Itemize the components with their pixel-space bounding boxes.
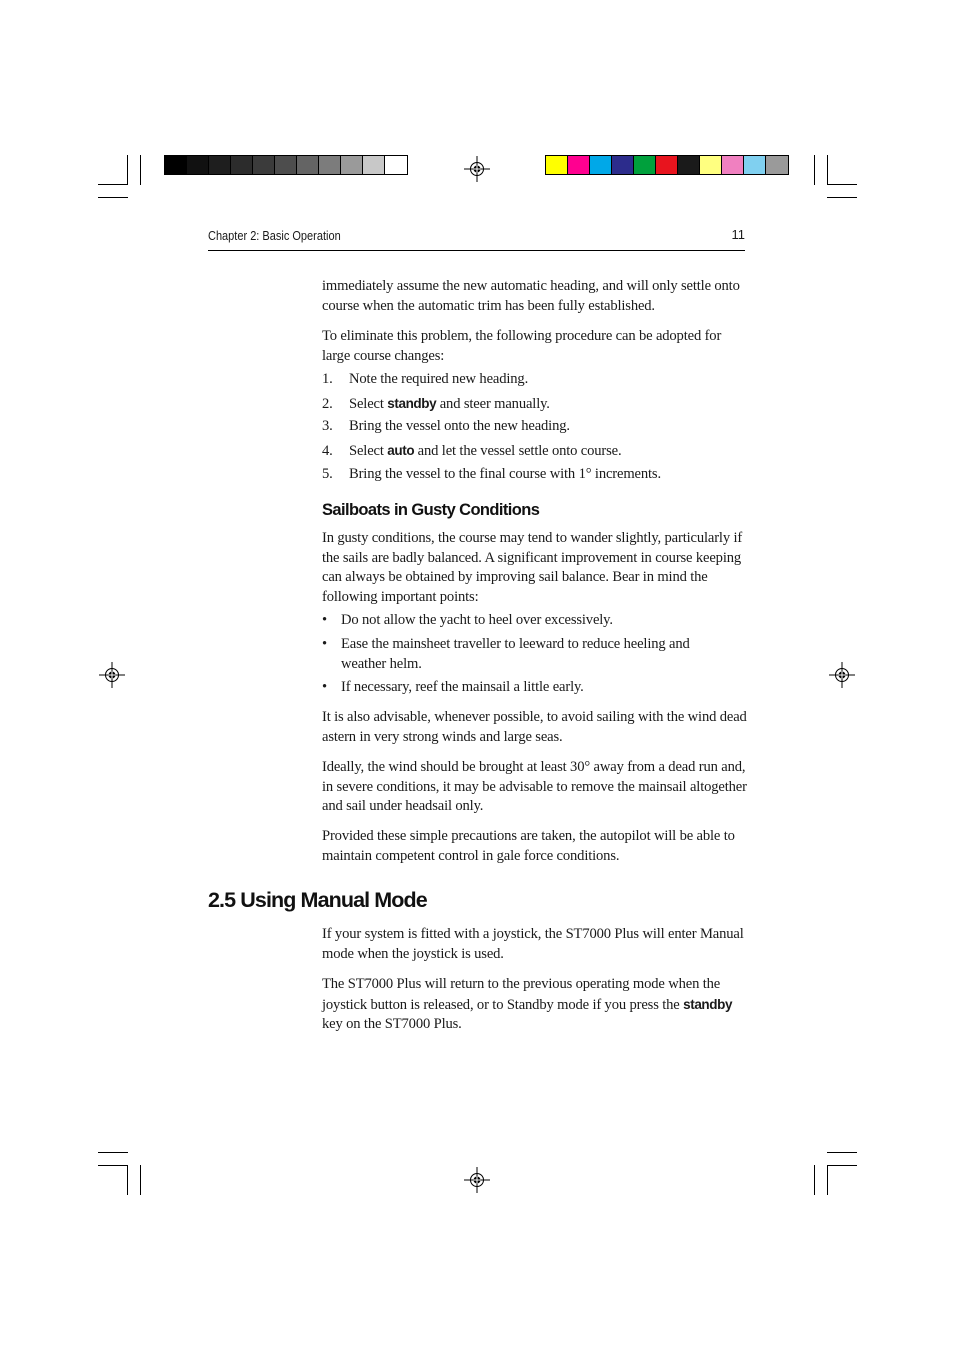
standby-key-label: standby: [683, 996, 733, 1012]
color-swatch: [766, 156, 788, 174]
grayscale-color-bar: [164, 155, 408, 175]
color-swatch: [678, 156, 700, 174]
color-swatch: [363, 156, 385, 174]
registration-mark-bottom-icon: [464, 1167, 490, 1193]
paragraph: The ST7000 Plus will return to the previous operating mode when the joystick button is released, or to Standby mode if you press the standby key on the ST7000 Plus.: [322, 976, 733, 1033]
bullet-item: • If necessary, reef the mainsail a little early.: [322, 679, 584, 695]
list-item: 1. Note the required new heading.: [322, 371, 529, 387]
color-swatch: [546, 156, 568, 174]
paragraph: It is also advisable, whenever possible, to avoid sailing with the wind dead astern in very strong winds and large seas.: [322, 709, 747, 745]
subheading: Sailboats in Gusty Conditions: [322, 501, 540, 519]
color-swatch: [231, 156, 253, 174]
color-swatch: [209, 156, 231, 174]
list-item: 3. Bring the vessel onto the new heading.: [322, 418, 570, 434]
color-swatch: [187, 156, 209, 174]
color-swatch: [319, 156, 341, 174]
color-swatch: [590, 156, 612, 174]
page-number: 11: [731, 227, 745, 242]
bullet-item: • Do not allow the yacht to heel over excessively.: [322, 612, 613, 628]
color-swatch: [253, 156, 275, 174]
registration-mark-right-icon: [829, 662, 855, 688]
section-heading: 2.5 Using Manual Mode: [208, 888, 427, 912]
registration-mark-left-icon: [99, 662, 125, 688]
color-swatch: [612, 156, 634, 174]
paragraph: If your system is fitted with a joystick, the ST7000 Plus will enter Manual mode when the joystick is used.: [322, 926, 744, 962]
color-swatch: [634, 156, 656, 174]
color-swatch: [341, 156, 363, 174]
color-swatch: [297, 156, 319, 174]
color-swatch: [722, 156, 744, 174]
list-item: 2. Select standby and steer manually.: [322, 396, 550, 412]
color-swatch: [385, 156, 407, 174]
paragraph: In gusty conditions, the course may tend to wander slightly, particularly if the sails are badly balanced. A significant improvement in course keeping can always be obtained by improving sail balance. Bear in mind the following important points:: [322, 530, 743, 605]
registration-mark-top-icon: [464, 156, 490, 182]
bullet-item: • Ease the mainsheet traveller to leeward to reduce heeling and weather helm.: [322, 636, 690, 672]
list-item: 5. Bring the vessel to the final course with 1° increments.: [322, 466, 661, 482]
paragraph: Provided these simple precautions are taken, the autopilot will be able to maintain competent control in gale force conditions.: [322, 828, 735, 864]
color-swatch: [275, 156, 297, 174]
standby-key-label: standby: [387, 396, 437, 411]
paragraph: Ideally, the wind should be brought at least 30° away from a dead run and, in severe conditions, it may be advisable to remove the mainsail altogether and sail under headsail only.: [322, 759, 747, 815]
paragraph: To eliminate this problem, the following procedure can be adopted for large course changes:: [322, 328, 722, 364]
chapter-title: Chapter 2: Basic Operation: [208, 229, 341, 243]
auto-key-label: auto: [387, 443, 415, 458]
color-swatch: [656, 156, 678, 174]
color-swatch: [165, 156, 187, 174]
running-header: [208, 229, 745, 251]
color-swatch: [568, 156, 590, 174]
process-color-bar: [545, 155, 789, 175]
list-item: 4. Select auto and let the vessel settle onto course.: [322, 443, 622, 459]
color-swatch: [700, 156, 722, 174]
color-swatch: [744, 156, 766, 174]
paragraph: immediately assume the new automatic heading, and will only settle onto course when the automatic trim has been fully established.: [322, 278, 740, 314]
